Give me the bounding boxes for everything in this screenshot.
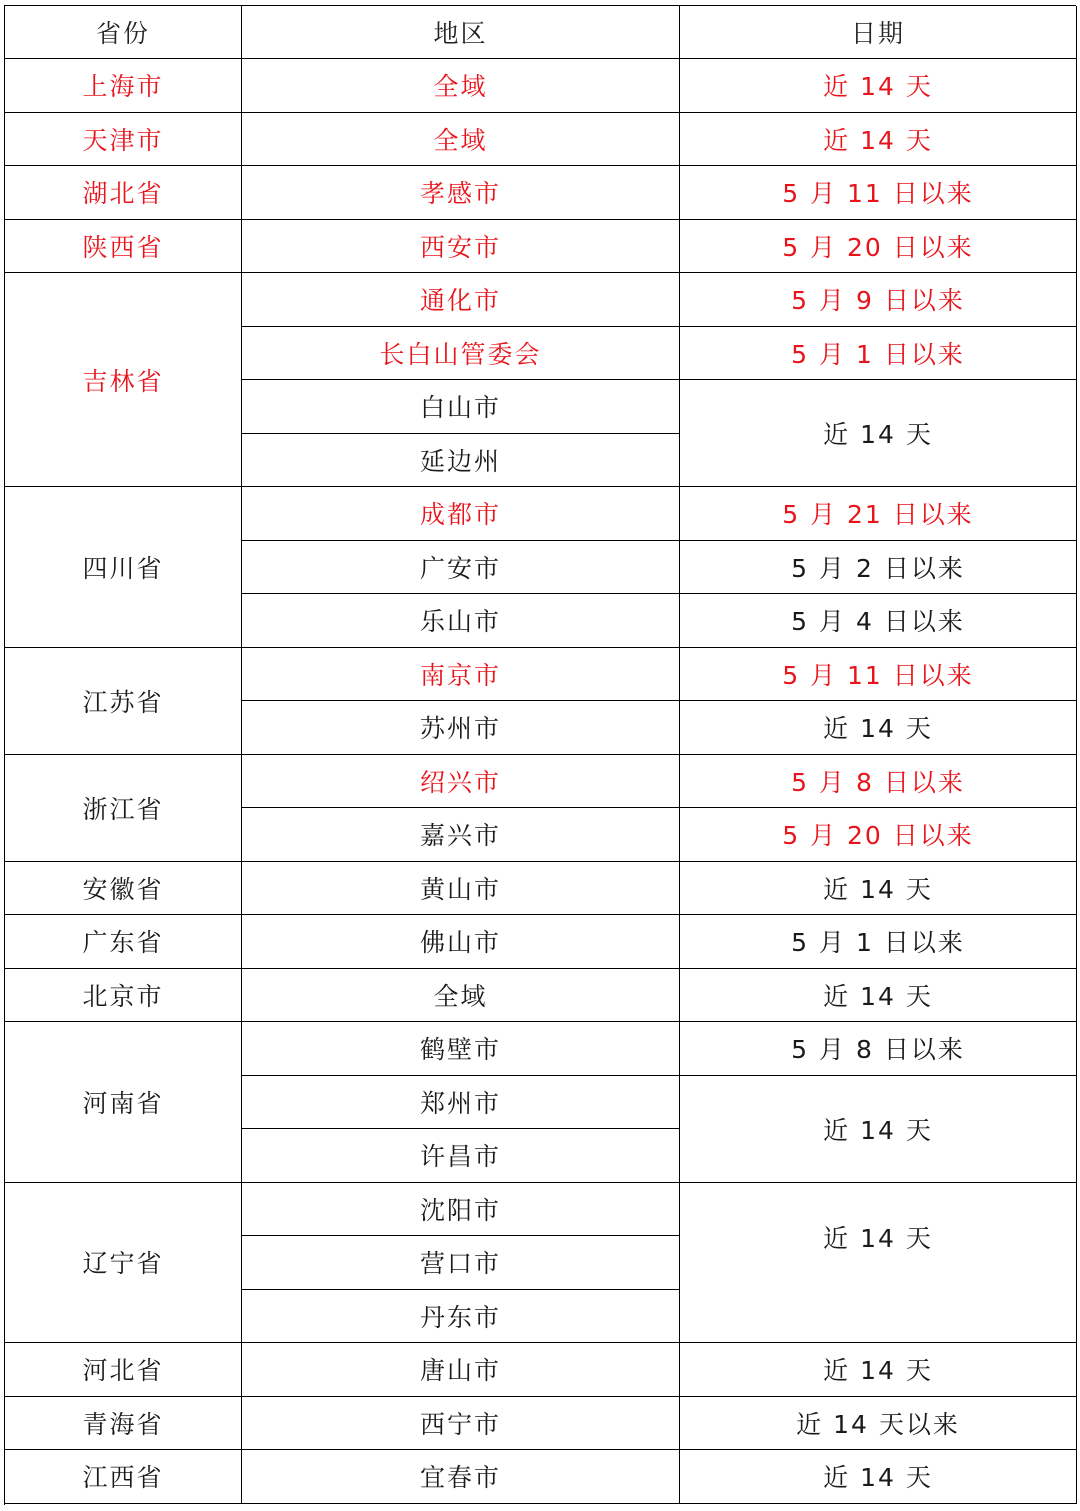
- province-cell: 河南省: [5, 1022, 242, 1183]
- region-cell: 长白山管委会: [242, 327, 680, 381]
- date-cell: 近 14 天: [680, 113, 1077, 167]
- date-cell: 近 14 天: [680, 380, 1077, 487]
- date-cell: 5 月 2 日以来: [680, 541, 1077, 595]
- region-cell: 广安市: [242, 541, 680, 595]
- date-cell: 5 月 9 日以来: [680, 273, 1077, 327]
- date-cell: 5 月 20 日以来: [680, 808, 1077, 862]
- province-cell: 广东省: [5, 915, 242, 969]
- date-cell: 近 14 天: [680, 1343, 1077, 1397]
- risk-area-table: [4, 5, 1076, 1505]
- region-cell: 孝感市: [242, 166, 680, 220]
- region-cell: 丹东市: [242, 1290, 680, 1344]
- province-cell: 江苏省: [5, 648, 242, 755]
- province-cell: 浙江省: [5, 755, 242, 862]
- date-cell: 5 月 20 日以来: [680, 220, 1077, 274]
- region-cell: 唐山市: [242, 1343, 680, 1397]
- region-cell: 绍兴市: [242, 755, 680, 809]
- province-cell: 江西省: [5, 1450, 242, 1504]
- date-cell: 近 14 天: [680, 701, 1077, 755]
- date-cell: 近 14 天: [680, 1076, 1077, 1183]
- region-cell: 鹤壁市: [242, 1022, 680, 1076]
- date-cell: 近 14 天: [680, 1450, 1077, 1504]
- region-cell: 苏州市: [242, 701, 680, 755]
- region-cell: 全域: [242, 113, 680, 167]
- region-cell: 营口市: [242, 1236, 680, 1290]
- region-cell: 西宁市: [242, 1397, 680, 1451]
- date-cell: 5 月 1 日以来: [680, 327, 1077, 381]
- header-province: 省份: [5, 6, 242, 59]
- province-cell: 吉林省: [5, 273, 242, 487]
- date-cell: 5 月 4 日以来: [680, 594, 1077, 648]
- region-cell: 许昌市: [242, 1129, 680, 1183]
- region-cell: 沈阳市: [242, 1183, 680, 1237]
- date-cell: 5 月 21 日以来: [680, 487, 1077, 541]
- region-cell: 西安市: [242, 220, 680, 274]
- header-region: 地区: [242, 6, 680, 59]
- region-cell: 成都市: [242, 487, 680, 541]
- province-cell: 辽宁省: [5, 1183, 242, 1344]
- region-cell: 郑州市: [242, 1076, 680, 1130]
- date-cell: 近 14 天以来: [680, 1397, 1077, 1451]
- province-cell: 陕西省: [5, 220, 242, 274]
- header-date: 日期: [680, 6, 1077, 59]
- date-cell: 5 月 8 日以来: [680, 755, 1077, 809]
- region-cell: 宜春市: [242, 1450, 680, 1504]
- region-cell: 延边州: [242, 434, 680, 488]
- date-cell: 5 月 11 日以来: [680, 166, 1077, 220]
- province-cell: 四川省: [5, 487, 242, 648]
- date-cell: 5 月 11 日以来: [680, 648, 1077, 702]
- province-cell: 湖北省: [5, 166, 242, 220]
- date-cell: 近 14 天: [680, 59, 1077, 113]
- province-cell: 青海省: [5, 1397, 242, 1451]
- region-cell: 佛山市: [242, 915, 680, 969]
- region-cell: 南京市: [242, 648, 680, 702]
- region-cell: 乐山市: [242, 594, 680, 648]
- region-cell: 嘉兴市: [242, 808, 680, 862]
- date-cell: 近 14 天: [680, 1183, 1077, 1344]
- region-cell: 全域: [242, 59, 680, 113]
- province-cell: 河北省: [5, 1343, 242, 1397]
- date-cell: 近 14 天: [680, 862, 1077, 916]
- date-cell: 近 14 天: [680, 969, 1077, 1023]
- date-cell: 5 月 1 日以来: [680, 915, 1077, 969]
- province-cell: 安徽省: [5, 862, 242, 916]
- date-cell: 5 月 8 日以来: [680, 1022, 1077, 1076]
- region-cell: 通化市: [242, 273, 680, 327]
- region-cell: 全域: [242, 969, 680, 1023]
- region-cell: 黄山市: [242, 862, 680, 916]
- province-cell: 北京市: [5, 969, 242, 1023]
- province-cell: 天津市: [5, 113, 242, 167]
- province-cell: 上海市: [5, 59, 242, 113]
- region-cell: 白山市: [242, 380, 680, 434]
